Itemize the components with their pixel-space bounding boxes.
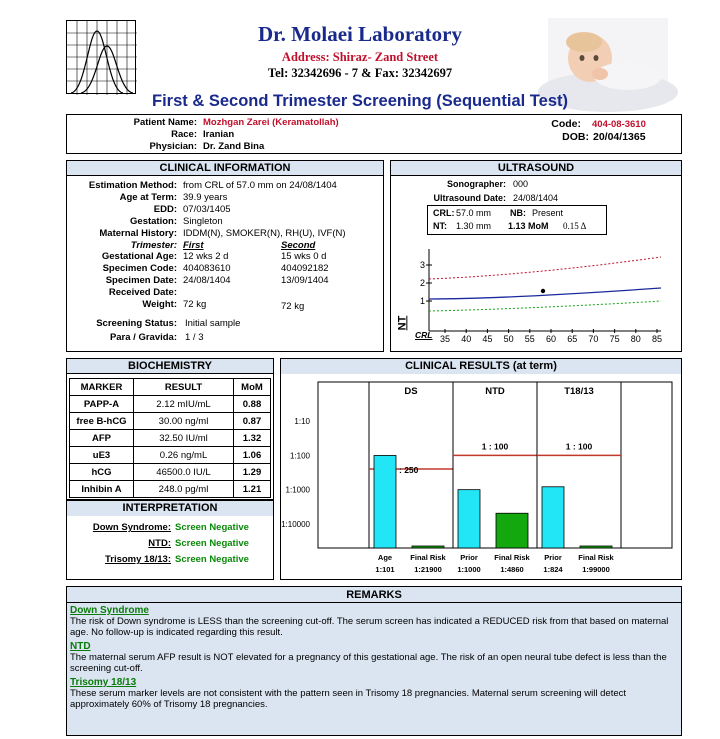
clinical-row-value: Singleton (183, 216, 223, 227)
crl-axis-label: CRL (415, 330, 433, 340)
interp-label-trisomy: Trisomy 18/13: (104, 554, 171, 565)
table-row (70, 481, 271, 498)
risk-bar-label: Age (377, 553, 393, 562)
para-label: Para / Gravida: (109, 332, 177, 343)
interpretation-box (66, 500, 274, 580)
final-risk-bar (412, 546, 444, 548)
risk-y-label: 1:100 (289, 451, 310, 461)
x-tick-label: 60 (545, 334, 557, 344)
table-row (70, 413, 271, 430)
risk-panel-title: NTD (485, 386, 505, 397)
x-tick-label: 80 (630, 334, 641, 344)
clinical-info-title: CLINICAL INFORMATION (67, 161, 383, 176)
mom-cell: 1.29 (234, 464, 271, 481)
table-header-row (70, 379, 271, 396)
nb-label: NB: (510, 208, 526, 218)
nt-value: 1.30 mm (456, 221, 492, 231)
x-tick-label: 75 (609, 334, 620, 344)
result-cell: 2.12 mIU/mL (134, 396, 234, 413)
result-cell: 32.50 IU/ml (134, 430, 234, 447)
risk-bar-value: 1:21900 (414, 565, 442, 574)
result-cell: 0.26 ng/mL (134, 447, 234, 464)
final-risk-bar (496, 513, 528, 548)
clinical-row-label: Maternal History: (99, 228, 177, 239)
race-label: Race: (171, 129, 197, 140)
biochemistry-title: BIOCHEMISTRY (67, 359, 273, 374)
risk-cutoff-label: 1 : 100 (481, 441, 509, 452)
risk-panel-title: T18/13 (564, 386, 594, 397)
two-col-label: Specimen Code: (102, 263, 177, 274)
nt-95th-percentile-line (429, 257, 661, 279)
table-row (70, 464, 271, 481)
y-tick-label: 2 (420, 278, 426, 288)
x-tick-label: 55 (524, 334, 535, 344)
physician-label: Physician: (149, 141, 197, 152)
interp-label-ntd: NTD: (148, 538, 171, 549)
biochemistry-box (66, 358, 274, 500)
ultrasound-box (390, 160, 682, 352)
us-date-label: Ultrasound Date: (433, 193, 506, 203)
clinical-row-label: Gestation: (130, 216, 177, 227)
two-col-v1: 72 kg (183, 299, 207, 310)
physician-value: Dr. Zand Bina (203, 141, 265, 152)
nt-axis-label: NT (396, 315, 409, 331)
dob-label: DOB: (562, 131, 589, 143)
measurement-box (427, 205, 607, 235)
screening-status-label: Screening Status: (96, 318, 177, 329)
x-tick-label: 85 (651, 334, 663, 344)
col-mom: MoM (234, 379, 271, 396)
trimester-second: Second (281, 240, 316, 251)
two-col-v1: 24/08/1404 (183, 275, 231, 286)
table-row (70, 396, 271, 413)
nt-label: NT: (433, 221, 447, 231)
nt-crl-chart (421, 247, 683, 343)
risk-bar-value: 1:824 (543, 565, 563, 574)
risk-panel-title: DS (404, 386, 418, 397)
col-result: RESULT (134, 379, 234, 396)
lab-name: Dr. Molaei Laboratory (258, 22, 462, 46)
interp-value-trisomy: Screen Negative (175, 554, 249, 565)
marker-cell: AFP (70, 430, 134, 447)
marker-cell: uE3 (70, 447, 134, 464)
nt-mom: 1.13 MoM (508, 221, 549, 231)
trimester-label: Trimester: (130, 240, 177, 251)
risk-y-label: 1:10000 (281, 520, 310, 529)
table-row (70, 447, 271, 464)
us-date-value: 24/08/1404 (513, 193, 559, 203)
x-tick-label: 35 (439, 334, 451, 344)
trimester-first: First (183, 240, 204, 251)
risk-bar-label: Prior (544, 553, 562, 562)
remark-heading: Trisomy 18/13 (70, 677, 137, 688)
two-col-v2: 13/09/1404 (281, 275, 329, 286)
biochemistry-table (69, 378, 271, 498)
two-col-v2: 15 wks 0 d (281, 251, 327, 262)
result-cell: 46500.0 IU/L (134, 464, 234, 481)
clinical-row-value: 07/03/1405 (183, 204, 231, 215)
marker-cell: Inhibin A (70, 481, 134, 498)
dob-value: 20/04/1365 (593, 131, 646, 143)
clinical-info-box (66, 160, 384, 352)
patient-name: Mozhgan Zarei (Keramatollah) (203, 117, 339, 128)
x-tick-label: 70 (588, 334, 599, 344)
result-cell: 248.0 pg/ml (134, 481, 234, 498)
sonographer-label: Sonographer: (446, 179, 506, 189)
mom-cell: 0.88 (234, 396, 271, 413)
risk-bar-label: Final Risk (578, 553, 614, 562)
risk-y-label: 1:10 (294, 417, 310, 426)
risk-bar-label: Prior (460, 553, 478, 562)
race-value: Iranian (203, 129, 235, 140)
crl-value: 57.0 mm (456, 208, 492, 218)
two-col-label: Gestational Age: (101, 251, 177, 262)
two-col-v2: 404092182 (281, 263, 329, 274)
remark-text: The maternal serum AFP result is NOT elevated for a pregnancy of this gestational age. The risk of an open neural tube defect is less than the screening cut-off. (70, 652, 667, 674)
mom-cell: 1.06 (234, 447, 271, 464)
remarks-box (66, 586, 682, 736)
patient-box (66, 114, 682, 154)
risk-bar-value: 1:101 (375, 565, 395, 574)
sonographer-value: 000 (513, 179, 529, 189)
two-col-label: Weight: (142, 299, 177, 310)
interp-label-down: Down Syndrome: (92, 522, 171, 533)
nt-5th-percentile-line (429, 301, 661, 311)
marker-cell: free B-hCG (70, 413, 134, 430)
risk-bar-value: 1:4860 (500, 565, 524, 574)
clinical-row-label: EDD: (153, 204, 177, 215)
clinical-results-title: CLINICAL RESULTS (at term) (281, 359, 681, 374)
risk-bar-label: Final Risk (494, 553, 530, 562)
remark-text: The risk of Down syndrome is LESS than the screening cut-off. The serum screen has indicated a REDUCED risk from that based on maternal age. No follow-up is indicated regarding this result. (70, 616, 669, 638)
marker-cell: hCG (70, 464, 134, 481)
x-tick-label: 65 (567, 334, 578, 344)
screening-status-value: Initial sample (185, 318, 241, 329)
result-cell: 30.00 ng/ml (134, 413, 234, 430)
prior-risk-bar (458, 490, 480, 548)
two-col-v2: 72 kg (281, 301, 305, 312)
clinical-row-value: 39.9 years (183, 192, 228, 203)
mom-cell: 0.87 (234, 413, 271, 430)
two-col-v1: 404083610 (183, 263, 231, 274)
mom-cell: 1.32 (234, 430, 271, 447)
mom-cell: 1.21 (234, 481, 271, 498)
two-col-v1: 12 wks 2 d (183, 251, 229, 262)
remark-heading: NTD (70, 641, 91, 652)
y-tick-label: 1 (420, 296, 426, 306)
patient-name-label: Patient Name: (133, 117, 197, 128)
clinical-row-value: from CRL of 57.0 mm on 24/08/1404 (183, 180, 337, 191)
risk-bar-value: 1:99000 (582, 565, 610, 574)
clinical-row-label: Estimation Method: (88, 180, 177, 191)
patient-nt-point (541, 289, 545, 293)
interp-value-down: Screen Negative (175, 522, 249, 533)
crl-label: CRL: (433, 208, 455, 218)
risk-cutoff-label: : 250 (399, 464, 419, 475)
table-row (70, 430, 271, 447)
marker-cell: PAPP-A (70, 396, 134, 413)
lab-contact: Tel: 32342696 - 7 & Fax: 32342697 (267, 66, 453, 80)
two-col-label: Received Date: (108, 287, 177, 298)
risk-bar-value: 1:1000 (457, 565, 481, 574)
risk-cutoff-label: 1 : 100 (565, 441, 593, 452)
x-tick-label: 45 (482, 334, 493, 344)
clinical-row-value: IDDM(N), SMOKER(N), RH(U), IVF(N) (183, 228, 346, 239)
col-marker: MARKER (70, 379, 134, 396)
interpretation-title: INTERPRETATION (67, 501, 273, 516)
ultrasound-title: ULTRASOUND (391, 161, 681, 176)
x-tick-label: 40 (461, 334, 472, 344)
two-col-label: Specimen Date: (105, 275, 177, 286)
prior-risk-bar (374, 455, 396, 548)
x-tick-label: 50 (503, 334, 514, 344)
risk-chart (280, 376, 682, 580)
risk-bar-label: Final Risk (410, 553, 446, 562)
risk-y-label: 1:1000 (285, 485, 310, 495)
y-tick-label: 3 (420, 260, 426, 270)
interp-value-ntd: Screen Negative (175, 538, 249, 549)
remark-text: These serum marker levels are not consistent with the pattern seen in Trisomy 18 pregnancies. Maternal serum screening will detect approximately 60% of Trisomy 18 pregnancies. (70, 688, 627, 710)
prior-risk-bar (542, 487, 564, 548)
final-risk-bar (580, 546, 612, 548)
code-label: Code: (551, 118, 581, 130)
code-value: 404-08-3610 (592, 119, 646, 130)
report-title: First & Second Trimester Screening (Sequential Test) (152, 92, 568, 110)
remarks-title: REMARKS (67, 587, 681, 603)
lab-address: Address: Shiraz- Zand Street (281, 50, 439, 64)
nt-median-line (429, 288, 661, 299)
nt-delta: 0.15 Δ (563, 221, 587, 231)
remark-heading: Down Syndrome (70, 605, 149, 616)
nb-value: Present (532, 208, 564, 218)
clinical-row-label: Age at Term: (119, 192, 177, 203)
para-value: 1 / 3 (185, 332, 204, 343)
